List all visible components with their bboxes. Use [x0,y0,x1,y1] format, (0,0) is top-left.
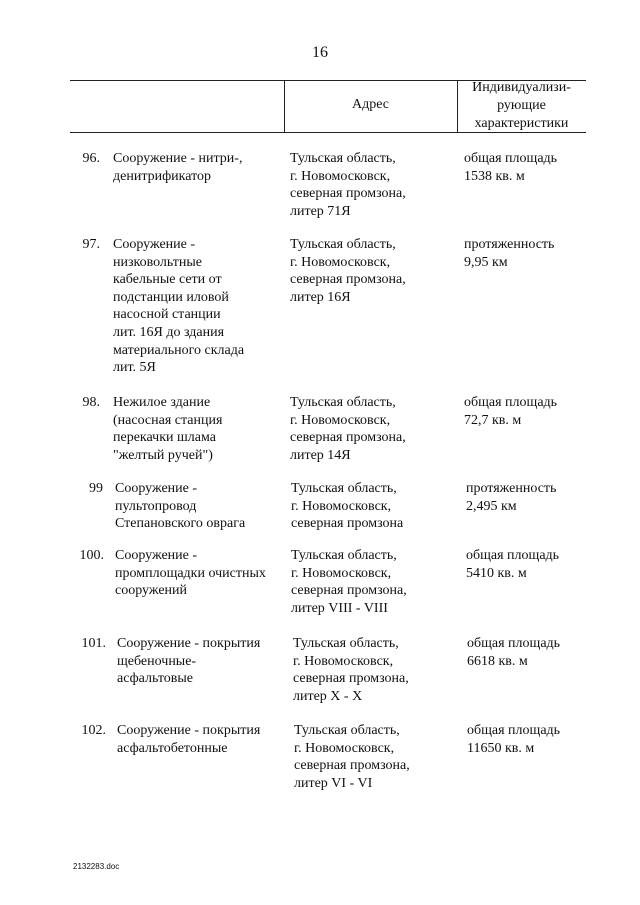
object-characteristic: общая площадь 11650 кв. м [467,723,561,756]
object-address: Тульская область, г. Новомосковск, северная промзона, литер VIII - VIII [291,548,407,616]
object-characteristic: протяженность 2,495 км [466,481,557,514]
object-name: Нежилое здание (насосная станция перекачки шлама "желтый ручей") [113,395,223,463]
object-address: Тульская область, г. Новомосковск, северная промзона [291,481,404,532]
object-address: Тульская область, г. Новомосковск, северная промзона, литер VI - VI [294,723,410,791]
row-number: 99 [89,481,103,496]
row-number: 96. [82,151,100,166]
object-name: Сооружение - покрытия асфальтобетонные [117,723,261,756]
object-characteristic: общая площадь 6618 кв. м [467,636,561,669]
object-name: Сооружение - пультопровод Степановского оврага [115,481,246,532]
row-number: 97. [82,237,100,252]
page-number: 16 [312,44,328,61]
object-address: Тульская область, г. Новомосковск, северная промзона, литер 14Я [290,395,406,463]
object-name: Сооружение - покрытия щебеночные- асфальтовые [117,636,261,687]
row-number: 100. [79,548,104,563]
object-address: Тульская область, г. Новомосковск, северная промзона, литер 16Я [290,237,406,305]
object-name: Сооружение - нитри-, денитрификатор [113,151,243,184]
object-characteristic: общая площадь 5410 кв. м [466,548,560,581]
object-characteristic: протяженность 9,95 км [464,237,555,270]
row-number: 101. [81,636,106,651]
object-address: Тульская область, г. Новомосковск, северная промзона, литер 71Я [290,151,406,219]
row-number: 98. [82,395,100,410]
object-characteristic: общая площадь 72,7 кв. м [464,395,558,428]
row-number: 102. [81,723,106,738]
object-name: Сооружение - промплощадки очистных сооружений [115,548,266,599]
object-address: Тульская область, г. Новомосковск, северная промзона, литер X - X [293,636,409,704]
document-filename: 2132283.doc [73,862,120,871]
object-characteristic: общая площадь 1538 кв. м [464,151,558,184]
object-name: Сооружение - низковольтные кабельные сети от подстанции иловой насосной станции лит. 16Я до здания материального склада лит. 5Я [113,237,245,376]
column-header-characteristics: Индивидуализи- рующие характеристики [472,80,571,131]
column-header-address: Адрес [351,97,389,112]
